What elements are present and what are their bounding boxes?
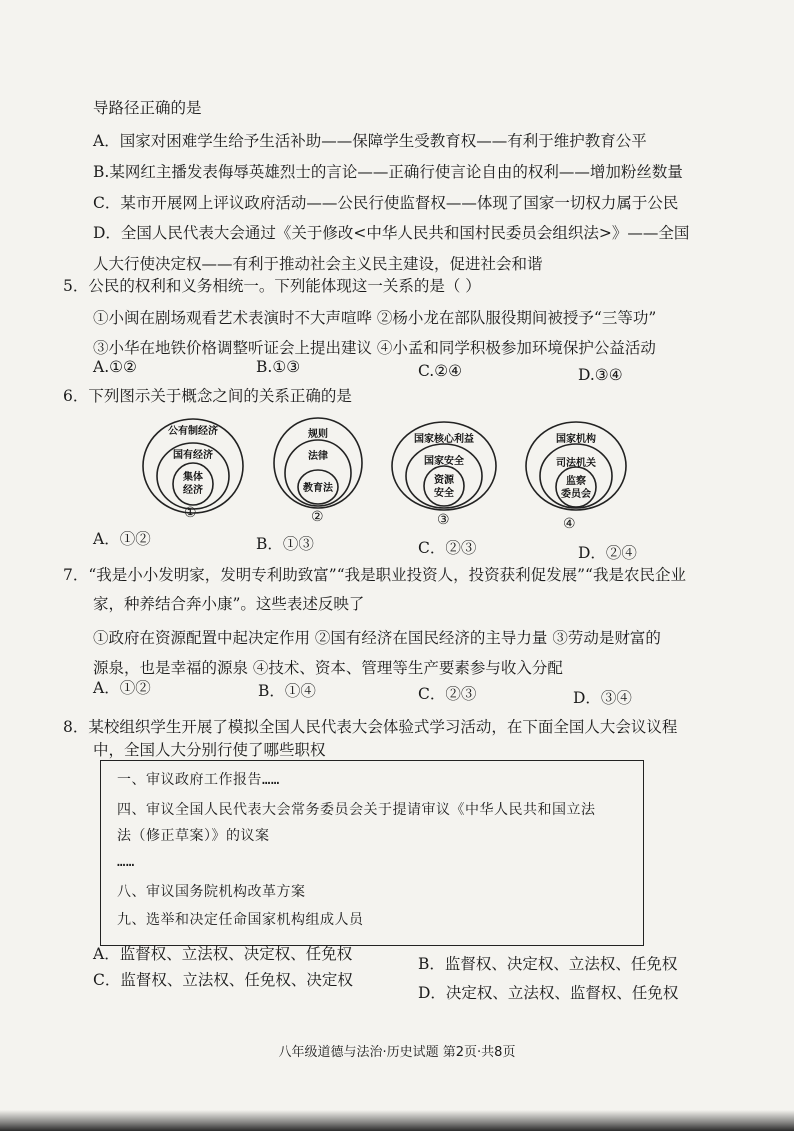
q4-option-c: C．某市开展网上评议政府活动——公民行使监督权——体现了国家一切权力属于公民	[93, 194, 679, 212]
q5-option-b: B.①③	[256, 358, 301, 376]
q7-option-c: C．②③	[418, 685, 477, 703]
q8-stem-line2: 中，全国人大分别行使了哪些职权	[93, 741, 326, 759]
q7-stem-line1: 7．“我是小小发明家，发明专利助致富”“我是职业投资人，投资获利促发展”“我是农民企业	[63, 566, 686, 584]
fig3-outer-label: 国家核心利益	[414, 434, 474, 445]
q6-figure-4	[522, 420, 632, 518]
q4-option-d-line2: 人大行使决定权——有利于推动社会主义民主建设，促进社会和谐	[93, 255, 543, 273]
q6-stem: 6．下列图示关于概念之间的关系正确的是	[63, 387, 352, 405]
q7-statement-line2: 源泉，也是幸福的源泉 ④技术、资本、管理等生产要素参与收入分配	[93, 659, 563, 677]
fig2-inner-label: 教育法	[303, 483, 333, 494]
q5-statement-3-4: ③小华在地铁价格调整听证会上提出建议 ④小孟和同学积极参加环境保护公益活动	[93, 339, 656, 357]
q6-figure-1-label: ①	[184, 505, 197, 521]
q6-figure-2	[268, 415, 368, 517]
scan-bottom-edge	[0, 1110, 794, 1131]
q5-statement-1-2: ①小闽在剧场观看艺术表演时不大声喧哗 ②杨小龙在部队服役期间被授予“三等功”	[93, 309, 657, 327]
q6-option-c: C．②③	[418, 539, 477, 557]
q7-stem-line2: 家，种养结合奔小康”。这些表述反映了	[93, 595, 365, 613]
q7-statement-line1: ①政府在资源配置中起决定作用 ②国有经济在国民经济的主导力量 ③劳动是财富的	[93, 629, 661, 647]
q8-option-d: D．决定权、立法权、监督权、任免权	[418, 984, 679, 1002]
q8-option-a: A．监督权、立法权、决定权、任免权	[93, 945, 353, 963]
q5-option-d: D.③④	[578, 366, 623, 384]
fig1-middle-label: 国有经济	[173, 450, 213, 461]
q6-option-b: B．①③	[256, 535, 314, 553]
agenda-ellipsis: ……	[117, 854, 135, 870]
q5-option-a: A.①②	[93, 358, 137, 376]
agenda-item-8: 八、审议国务院机构改革方案	[117, 884, 306, 900]
fig2-middle-label: 法律	[308, 451, 328, 462]
fig1-inner-label-2: 经济	[183, 485, 203, 496]
q8-agenda-box	[100, 760, 644, 946]
q6-option-a: A．①②	[93, 530, 151, 548]
q4-option-a: A．国家对困难学生给予生活补助——保障学生受教育权——有利于维护教育公平	[93, 132, 647, 150]
q6-figure-2-label: ②	[311, 509, 324, 525]
q8-option-c: C．监督权、立法权、任免权、决定权	[93, 971, 353, 989]
q7-option-d: D．③④	[573, 689, 632, 707]
fig1-inner-label-1: 集体	[183, 472, 203, 483]
q6-figure-3-label: ③	[437, 512, 450, 528]
q6-figure-4-label: ④	[563, 516, 576, 532]
agenda-item-9: 九、选举和决定任命国家机构组成人员	[117, 912, 364, 928]
q5-stem: 5．公民的权利和义务相统一。下列能体现这一关系的是（ ）	[63, 277, 481, 295]
fig4-inner-label-2: 委员会	[561, 489, 591, 500]
q4-option-b: B.某网红主播发表侮辱英雄烈士的言论——正确行使言论自由的权利——增加粉丝数量	[93, 163, 683, 181]
agenda-item-4-line2: 法（修正草案）》的议案	[117, 828, 270, 844]
fig4-inner-label-1: 监察	[566, 476, 586, 487]
fig3-inner-label-1: 资源	[434, 475, 454, 486]
page-footer: 八年级道德与法治·历史试题 第2页·共8页	[278, 1045, 516, 1060]
fig3-inner-label-2: 安全	[434, 488, 454, 499]
q4-continuation: 导路径正确的是	[93, 99, 202, 117]
q6-option-d: D．②④	[578, 544, 637, 562]
q4-option-d-line1: D．全国人民代表大会通过《关于修改<中华人民共和国村民委员会组织法>》——全国	[93, 224, 690, 242]
q6-figure-3	[390, 420, 500, 518]
q8-stem-line1: 8．某校组织学生开展了模拟全国人民代表大会体验式学习活动，在下面全国人大会议议程	[63, 718, 678, 736]
q8-option-b: B．监督权、决定权、立法权、任免权	[418, 955, 678, 973]
agenda-item-4-line1: 四、审议全国人民代表大会常务委员会关于提请审议《中华人民共和国立法	[117, 802, 596, 818]
fig2-outer-label: 规则	[308, 429, 328, 440]
fig4-middle-label: 司法机关	[556, 458, 596, 469]
fig3-middle-label: 国家安全	[424, 456, 464, 467]
fig1-outer-label: 公有制经济	[168, 426, 218, 437]
q7-option-a: A．①②	[93, 679, 151, 697]
q7-option-b: B．①④	[258, 682, 316, 700]
agenda-item-1: 一、审议政府工作报告……	[117, 772, 280, 788]
q5-option-c: C.②④	[418, 362, 463, 380]
fig4-outer-label: 国家机构	[556, 434, 596, 445]
